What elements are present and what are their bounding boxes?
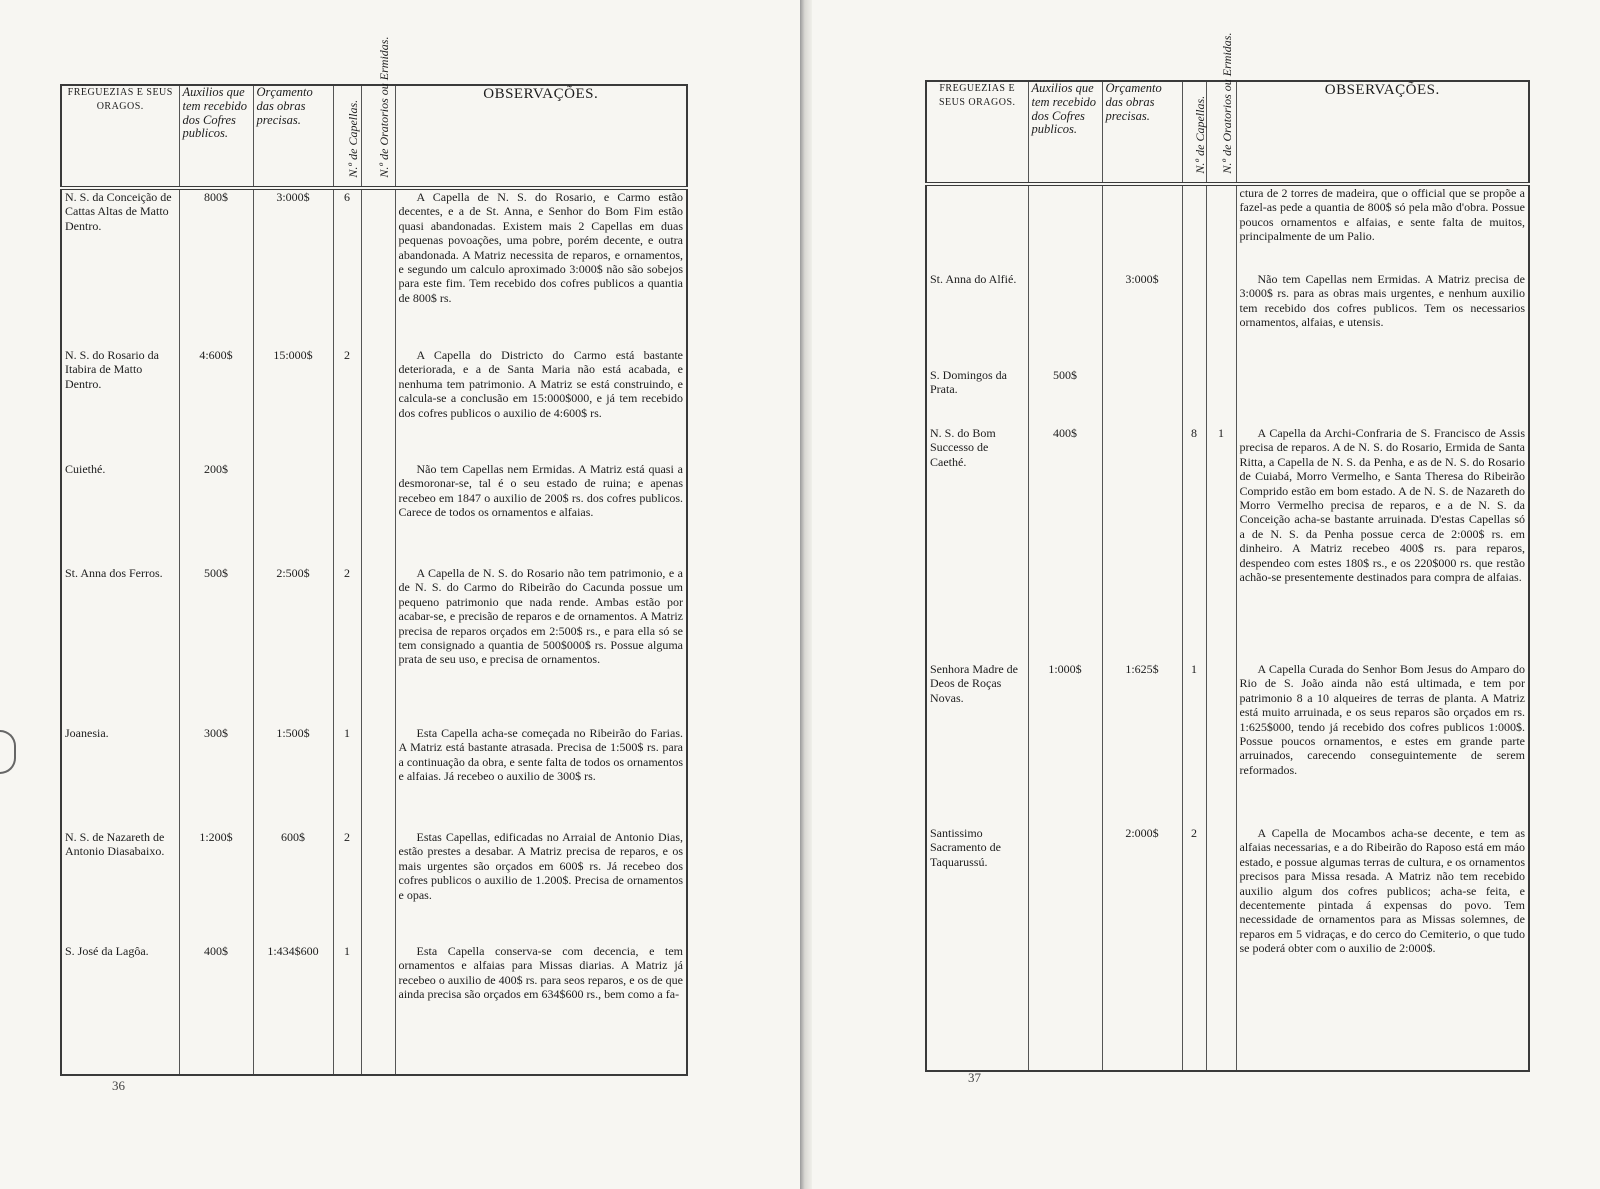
parish-name xyxy=(926,184,1028,272)
parish-name: Santissimo Sacramento de Taquarussú. xyxy=(926,826,1028,1071)
header-capellas-cell xyxy=(333,85,361,188)
table-row xyxy=(61,348,687,462)
left-table xyxy=(60,36,688,1076)
capellas-value: 2 xyxy=(1182,826,1206,1071)
observation-text: A Capella de Mocambos acha-se decente, e tem as alfaias necessarias, e a do Ribeirão do Raposo está em máo estado, e possue algumas terras de cultura, e os ornamentos precisos para Missa resada. A Matriz não tem recebido auxilio algum dos cofres publicos; acha-se feita, e decentemente pintada á expensas do povo. Tem necessidade de ornamentos para as Missas solemnes, de reparos em 5 vidraças, e do cerco do Cemiterio, o que tudo se poderá obter com o auxilio de 2:000$. xyxy=(1236,826,1529,1071)
parish-name: St. Anna dos Ferros. xyxy=(61,566,179,726)
header-orcamento: Orçamento das obras precisas. xyxy=(1102,81,1182,184)
left-page-number: 36 xyxy=(112,1078,125,1093)
observation-text: A Capella da Archi-Confraria de S. Francisco de Assis precisa de reparos. A de N. S. do Rosario, Ermida de Santa Ritta, a Capella de N. S. da Penha, e as de N. S. do Rosario de Cuiabá, Morro Vermelho, e Santa Theresa do Ribeirão Comprido estão em bom estado. A de N. S. de Nazareth do Morro Vermelho precisa de reparos, e a de N. S. da Conceição acha-se bastante arruinada. D'estas Capellas só a de N. S. da Penha possue cerca de 2:000$ rs. em dinheiro. A Matriz recebeo 400$ rs. para reparos, despendeo com estes 180$ rs., e os 220$000 rs. que restão achão-se presentemente destinados para compra de alfaias. xyxy=(1236,426,1529,662)
header-row xyxy=(61,85,687,188)
oratorios-value xyxy=(361,348,395,462)
auxilio-value: 500$ xyxy=(179,566,253,726)
header-capellas: N.º de Capellas. xyxy=(1193,96,1207,174)
orcamento-value: 1:625$ xyxy=(1102,662,1182,826)
left-page xyxy=(60,36,688,1076)
right-page-number: 37 xyxy=(968,1070,981,1085)
header-oratorios-cell xyxy=(1206,32,1236,184)
capellas-value: 1 xyxy=(333,726,361,830)
capellas-value xyxy=(1182,368,1206,426)
header-freguezias: FREGUEZIAS E SEUS ORAGOS. xyxy=(61,85,179,188)
header-auxilios: Auxilios que tem recebido dos Cofres publicos. xyxy=(179,85,253,188)
observation-text: Estas Capellas, edificadas no Arraial de Antonio Dias, estão prestes a desabar. A Matriz precisa de reparos, e os mais urgentes são orçados em 600$ rs. Já recebeo dos cofres publicos o auxilio de 1.200$. Precisa de ornamentos e opas. xyxy=(395,830,687,944)
orcamento-value xyxy=(253,462,333,566)
observation-text: A Capella de N. S. do Rosario não tem patrimonio, e a de N. S. do Carmo do Ribeirão do Cacunda possue um pequeno patrimonio que nada rende. Ambas estão por acabar-se, e precisão de reparos e de ornamentos. A Matriz precisa de reparos orçados em 2:500$ rs., e para ella só se tem consignado a quantia de 500$000$ rs. Possue alguma prata de seu uso, e precisa de ornamentos. xyxy=(395,566,687,726)
table-row xyxy=(61,830,687,944)
table-row xyxy=(926,826,1529,1071)
header-oratorios-cell xyxy=(361,36,395,188)
auxilio-value: 200$ xyxy=(179,462,253,566)
auxilio-value: 400$ xyxy=(179,944,253,1075)
parish-name: Joanesia. xyxy=(61,726,179,830)
auxilio-value: 800$ xyxy=(179,188,253,348)
capellas-value: 2 xyxy=(333,348,361,462)
observation-text: A Capella Curada do Senhor Bom Jesus do Amparo do Rio de S. João ainda não está ultimada, e tem por patrimonio 8 a 10 alqueires de terras de planta. A Matriz está muito arruinada, e os seus reparos são orçados em rs. 1:625$000, tendo já recebido dos cofres publicos 1:000$. Possue poucos ornamentos, e estes em grande parte arruinados, carecendo conseguintemente de serem reformados. xyxy=(1236,662,1529,826)
auxilio-value: 300$ xyxy=(179,726,253,830)
header-auxilios: Auxilios que tem recebido dos Cofres publicos. xyxy=(1028,81,1102,184)
capellas-value xyxy=(1182,272,1206,368)
oratorios-value xyxy=(361,566,395,726)
oratorios-value xyxy=(361,462,395,566)
observation-text: ctura de 2 torres de madeira, que o official que se propõe a fazel-as pede a quantia de 800$ só pela mão d'obra. Possue poucos ornamentos e alfaias, e sente falta de muitos, principalmente de um Palio. xyxy=(1236,184,1529,272)
capellas-value xyxy=(333,462,361,566)
parish-name: N. S. da Conceição de Cattas Altas de Matto Dentro. xyxy=(61,188,179,348)
auxilio-value: 400$ xyxy=(1028,426,1102,662)
parish-name: S. Domingos da Prata. xyxy=(926,368,1028,426)
parish-name: N. S. do Rosario da Itabira de Matto Dentro. xyxy=(61,348,179,462)
observation-text: A Capella do Districto do Carmo está bastante deteriorada, e a de Santa Maria não está acabada, e nenhuma tem patrimonio. A Matriz se está construindo, e calcula-se a conclusão em 15:000$000, e já tem recebido dos cofres publicos o auxilio de 4:600$ rs. xyxy=(395,348,687,462)
orcamento-value: 2:500$ xyxy=(253,566,333,726)
capellas-value: 1 xyxy=(333,944,361,1075)
oratorios-value xyxy=(361,830,395,944)
oratorios-value xyxy=(1206,662,1236,826)
auxilio-value: 1:200$ xyxy=(179,830,253,944)
oratorios-value xyxy=(1206,368,1236,426)
orcamento-value: 2:000$ xyxy=(1102,826,1182,1071)
oratorios-value xyxy=(1206,272,1236,368)
table-row xyxy=(926,184,1529,272)
capellas-value: 1 xyxy=(1182,662,1206,826)
observation-text: Esta Capella conserva-se com decencia, e tem ornamentos e alfaias para Missas diarias. A Matriz já recebeo o auxilio de 400$ rs. para seos reparos, e os de que ainda precisa são orçados em 634$600 rs., bem como a fa- xyxy=(395,944,687,1075)
orcamento-value: 600$ xyxy=(253,830,333,944)
table-row xyxy=(926,272,1529,368)
capellas-value: 8 xyxy=(1182,426,1206,662)
orcamento-value: 3:000$ xyxy=(253,188,333,348)
table-row xyxy=(926,368,1529,426)
auxilio-value: 1:000$ xyxy=(1028,662,1102,826)
orcamento-value: 15:000$ xyxy=(253,348,333,462)
header-row xyxy=(926,81,1529,184)
header-oratorios: N.º de Oratorios ou Ermidas. xyxy=(1220,32,1234,174)
table-row xyxy=(61,188,687,348)
header-orcamento: Orçamento das obras precisas. xyxy=(253,85,333,188)
observation-text xyxy=(1236,368,1529,426)
table-row xyxy=(61,566,687,726)
table-row xyxy=(61,462,687,566)
book-gutter xyxy=(800,0,812,1189)
header-observacoes: OBSERVAÇÕES. xyxy=(395,85,687,188)
capellas-value: 6 xyxy=(333,188,361,348)
oratorios-value xyxy=(361,944,395,1075)
observation-text: A Capella de N. S. do Rosario, e Carmo estão decentes, e a de St. Anna, e Senhor do Bom Fim estão quasi abandonadas. Existem mais 2 Capellas em duas pequenas povoações, uma pobre, porém decente, e outra abandonada. A Matriz necessita de reparos, e ornamentos, e segundo um calculo aproximado 3:000$ não são sobejos para este fim. Tem recebido dos cofres publicos a quantia de 800$ rs. xyxy=(395,188,687,348)
parish-name: N. S. do Bom Successo de Caethé. xyxy=(926,426,1028,662)
right-page xyxy=(925,32,1530,1072)
capellas-value: 2 xyxy=(333,830,361,944)
table-row xyxy=(61,944,687,1075)
parish-name: N. S. de Nazareth de Antonio Diasabaixo. xyxy=(61,830,179,944)
auxilio-value xyxy=(1028,272,1102,368)
header-capellas: N.º de Capellas. xyxy=(346,100,360,178)
observation-text: Não tem Capellas nem Ermidas. A Matriz precisa de 3:000$ rs. para as obras mais urgentes, e nenhum auxilio tem recebido dos cofres publicos. Tem os necessarios ornamentos, alfaias, e utensis. xyxy=(1236,272,1529,368)
oratorios-value: 1 xyxy=(1206,426,1236,662)
orcamento-value xyxy=(1102,368,1182,426)
orcamento-value xyxy=(1102,426,1182,662)
orcamento-value: 1:500$ xyxy=(253,726,333,830)
orcamento-value: 1:434$600 xyxy=(253,944,333,1075)
table-row xyxy=(61,726,687,830)
table-row xyxy=(926,662,1529,826)
header-capellas-cell xyxy=(1182,81,1206,184)
header-oratorios: N.º de Oratorios ou Ermidas. xyxy=(377,36,391,178)
orcamento-value xyxy=(1102,184,1182,272)
parish-name: Cuiethé. xyxy=(61,462,179,566)
oratorios-value xyxy=(1206,826,1236,1071)
table-row xyxy=(926,426,1529,662)
oratorios-value xyxy=(361,188,395,348)
observation-text: Esta Capella acha-se começada no Ribeirão do Farias. A Matriz está bastante atrasada. Precisa de 1:500$ rs. para a continuação da obra, e sente falta de todos os ornamentos e alfaias. Já recebeo o auxilio de 300$ rs. xyxy=(395,726,687,830)
header-observacoes: OBSERVAÇÕES. xyxy=(1236,81,1529,184)
auxilio-value xyxy=(1028,184,1102,272)
oratorios-value xyxy=(1206,184,1236,272)
orcamento-value: 3:000$ xyxy=(1102,272,1182,368)
parish-name: St. Anna do Alfié. xyxy=(926,272,1028,368)
observation-text: Não tem Capellas nem Ermidas. A Matriz está quasi a desmoronar-se, tal é o seu estado de ruina; e apenas recebeo em 1847 o auxilio de 200$ rs. dos cofres publicos. Carece de todos os ornamentos e alfaias. xyxy=(395,462,687,566)
page-edge-mark xyxy=(0,730,16,774)
right-table xyxy=(925,32,1530,1072)
auxilio-value: 500$ xyxy=(1028,368,1102,426)
auxilio-value: 4:600$ xyxy=(179,348,253,462)
parish-name: Senhora Madre de Deos de Roças Novas. xyxy=(926,662,1028,826)
header-freguezias: FREGUEZIAS E SEUS ORAGOS. xyxy=(926,81,1028,184)
oratorios-value xyxy=(361,726,395,830)
capellas-value xyxy=(1182,184,1206,272)
auxilio-value xyxy=(1028,826,1102,1071)
parish-name: S. José da Lagôa. xyxy=(61,944,179,1075)
capellas-value: 2 xyxy=(333,566,361,726)
